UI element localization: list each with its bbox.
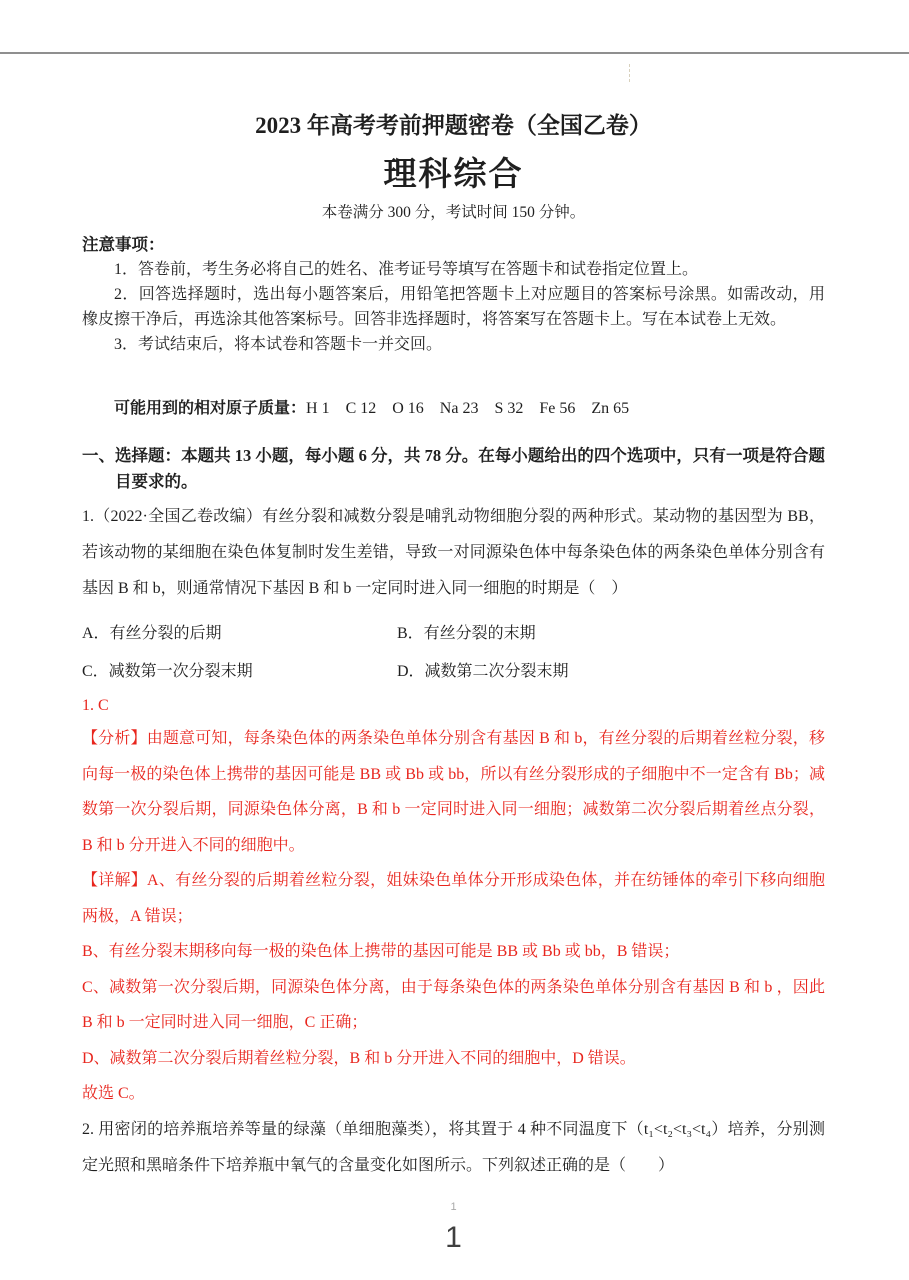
notice-heading: 注意事项： [82, 235, 165, 254]
analysis-1: 【分析】由题意可知，每条染色体的两条染色单体分别含有基因 B 和 b，有丝分裂的后期着丝粒分裂，移向每一极的染色体上携带的基因可能是 BB 或 Bb 或 bb，所以有丝分裂形成的子细胞中不一定含有 Bb；减数第一次分裂后期，同源染色体分离，B 和 b 一定同时进入同一细胞；减数第二次分裂后期着丝点分裂，B 和 b 分开进入不同的细胞中。 [82, 730, 825, 854]
faint-dash-artifact [629, 64, 630, 82]
notice-item-2: 2．回答选择题时，选出每小题答案后，用铅笔把答题卡上对应题目的答案标号涂黑。如需改动，用橡皮擦干净后，再选涂其他答案标号。回答非选择题时，将答案写在答题卡上。写在本试卷上无效。 [82, 286, 825, 328]
detail-1-c: C、减数第一次分裂后期，同源染色体分离，由于每条染色体的两条染色单体分别含有基因 B 和 b ，因此 B 和 b 一定同时进入同一细胞，C 正确； [82, 978, 825, 1031]
notice-item-3: 3．考试结束后，将本试卷和答题卡一并交回。 [114, 336, 443, 353]
question-1-options [82, 615, 825, 691]
exam-info: 本卷满分 300 分，考试时间 150 分钟。 [321, 204, 586, 221]
page-indicator-small: 1 [450, 1200, 457, 1213]
subject-title: 理科综合 [383, 157, 524, 193]
detail-1-d: D、减数第二次分裂后期着丝粒分裂，B 和 b 分开进入不同的细胞中，D 错误。 [82, 1049, 636, 1067]
header-divider [0, 52, 909, 54]
conclusion-1: 故选 C。 [82, 1085, 145, 1102]
page-content [0, 112, 909, 1256]
option-a: A．有丝分裂的后期 [82, 625, 222, 642]
question-2-stem: 2. 用密闭的培养瓶培养等量的绿藻（单细胞藻类），将其置于 4 种不同温度下（t₁<t₂<t₃<t₄）培养，分别测定光照和黑暗条件下培养瓶中氧气的含量变化如图所示。下列叙述正确的是（ ） [82, 1120, 825, 1174]
doc-title: 2023 年高考考前押题密卷（全国乙卷） [255, 113, 652, 138]
atomic-masses-label: 可能用到的相对原子质量： [114, 400, 307, 417]
answer-1: 1. C [82, 697, 109, 714]
section1-heading: 一、选择题：本题共 13 小题，每小题 6 分，共 78 分。在每小题给出的四个选项中，只有一项是符合题目要求的。 [82, 446, 825, 491]
option-d: D．减数第二次分裂末期 [397, 663, 569, 680]
detail-1-a: 【详解】A、有丝分裂的后期着丝粒分裂，姐妹染色单体分开形成染色体，并在纺锤体的牵引下移向细胞两极，A 错误； [82, 872, 825, 925]
atomic-masses-values: H 1 C 12 O 16 Na 23 S 32 Fe 56 Zn 65 [306, 400, 630, 417]
notice-item-1: 1．答卷前，考生务必将自己的姓名、准考证号等填写在答题卡和试卷指定位置上。 [114, 261, 699, 278]
detail-1-b: B、有丝分裂末期移向每一极的染色体上携带的基因可能是 BB 或 Bb 或 bb，B 错误； [82, 943, 680, 960]
atomic-masses-line [82, 397, 825, 421]
question-1-stem: 1.（2022·全国乙卷改编）有丝分裂和减数分裂是哺乳动物细胞分裂的两种形式。某动物的基因型为 BB，若该动物的某细胞在染色体复制时发生差错，导致一对同源染色体中每条染色体的两条染色单体分别含有基因 B 和 b，则通常情况下基因 B 和 b 一定同时进入同一细胞的时期是（ ） [82, 508, 825, 597]
option-b: B．有丝分裂的末期 [397, 625, 536, 642]
page-number: 1 [445, 1220, 462, 1254]
option-c: C．减数第一次分裂末期 [82, 663, 253, 680]
